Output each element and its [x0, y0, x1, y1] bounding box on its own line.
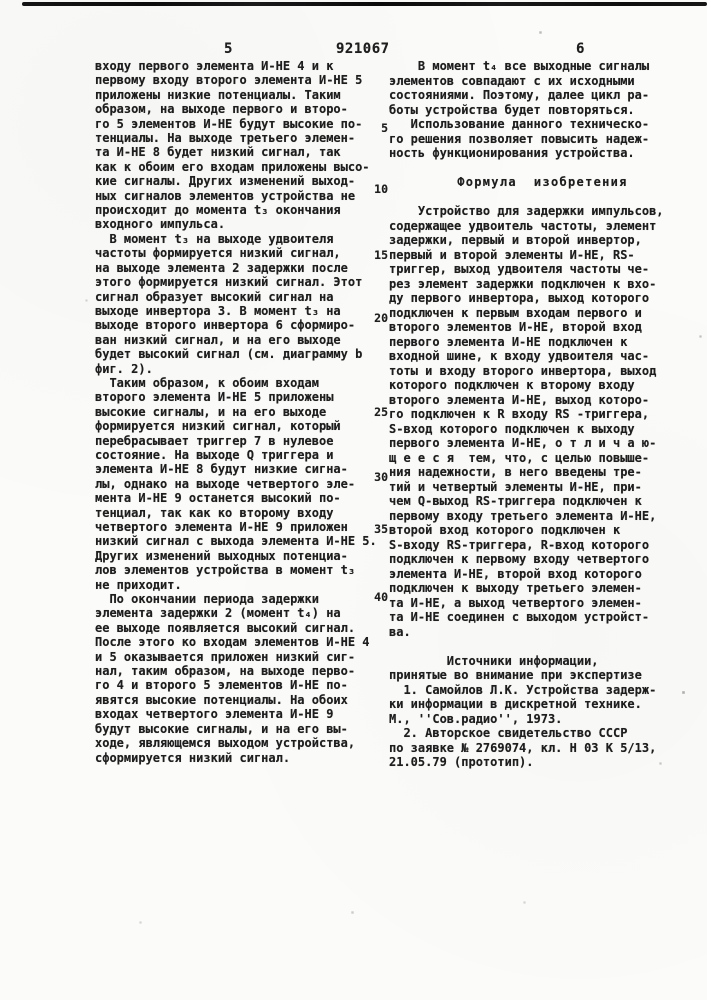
text-line: ду первого инвертора, выход которого	[389, 291, 650, 305]
text-line: низкий сигнал с выхода элемента И-НЕ 5.	[95, 534, 377, 549]
text-line: сформируется низкий сигнал.	[95, 750, 291, 765]
text-line: принятые во внимание при экспертизе	[389, 668, 642, 682]
text-line: 20	[374, 311, 388, 325]
text-line: состояниями. Поэтому, далее цикл ра-	[389, 88, 650, 102]
text-line: подключен к первому входу четвертого	[389, 552, 650, 566]
scan-noise-specks	[0, 0, 1, 1]
gutter-line-numbers	[366, 0, 388, 1000]
text-line: Использование данного техническо-	[389, 117, 650, 131]
text-line: 35	[374, 522, 388, 536]
text-line: как к обоим его входам приложены высо-	[95, 159, 370, 174]
text-line: та И-НЕ, а выход четвертого элемен-	[389, 595, 642, 610]
text-line: на выходе элемента 2 задержки после	[95, 260, 348, 275]
text-line: 5	[381, 121, 388, 135]
text-line: формируется низкий сигнал, который	[95, 419, 341, 434]
text-line: ных сигналов элементов устройства не	[95, 188, 356, 203]
text-line: выходе инвертора 3. В момент t₃ на	[95, 303, 341, 318]
text-line: мента И-НЕ 9 останется высокий по-	[95, 491, 341, 506]
text-line: частоты формируется низкий сигнал,	[95, 246, 341, 261]
text-line: 1. Самойлов Л.К. Устройства задерж-	[389, 682, 657, 697]
text-line: будут высокие сигналы, и на его вы-	[95, 721, 348, 736]
text-line: элемента И-НЕ, второй вход которого	[389, 566, 642, 581]
text-line: высокие сигналы, и на его выходе	[95, 404, 327, 419]
text-line: выходе второго инвертора 6 сформиро-	[95, 318, 356, 333]
text-line: щ е е с я тем, что, с целью повыше-	[389, 450, 650, 465]
text-line: 30	[374, 470, 388, 484]
text-line: лов элементов устройства в момент t₃	[95, 563, 356, 578]
text-line: явятся высокие потенциалы. На обоих	[95, 692, 348, 707]
text-line: рез элемент задержки подключен к вхо-	[389, 276, 657, 291]
text-line: та И-НЕ соединен с выходом устройст-	[389, 610, 650, 624]
text-line: Устройство для задержки импульсов,	[389, 204, 664, 218]
text-line: 25	[374, 405, 388, 419]
text-line: боты устройства будет повторяться.	[389, 102, 635, 117]
text-line: 2. Авторское свидетельство СССР	[389, 726, 628, 740]
text-line: содержащее удвоитель частоты, элемент	[389, 218, 657, 233]
text-line: элементов совпадают с их исходными	[389, 73, 635, 88]
text-line: го решения позволяет повысить надеж-	[389, 131, 650, 146]
text-line: этого формируется низкий сигнал. Этот	[95, 275, 363, 290]
text-line: второй вход которого подключен к	[389, 523, 621, 537]
text-line: 10	[374, 182, 388, 196]
text-line: После этого ко входам элементов И-НЕ 4	[95, 635, 370, 650]
text-line: триггер, выход удвоителя частоты че-	[389, 262, 650, 276]
text-line: го 5 элементов И-НЕ будут высокие по-	[95, 116, 363, 131]
text-line: которого подключен к второму входу	[389, 378, 635, 392]
left-text-column	[95, 59, 385, 765]
text-line: элемента И-НЕ 8 будут низкие сигна-	[95, 462, 348, 477]
text-line: образом, на выходе первого и второ-	[95, 102, 348, 117]
text-line: и 5 оказывается приложен низкий сиг-	[95, 649, 356, 664]
text-line: приложены низкие потенциалы. Таким	[95, 87, 341, 102]
text-line	[389, 161, 679, 176]
text-line: лы, однако на выходе четвертого эле-	[95, 476, 356, 491]
text-line: ее выходе появляется высокий сигнал.	[95, 620, 356, 635]
text-line: тенциал, так как ко второму входу	[95, 505, 334, 520]
text-line: го подключен к R входу RS -триггера,	[389, 407, 650, 421]
text-line: В момент t₃ на выходе удвоителя	[95, 231, 334, 246]
text-line: второго элемента И-НЕ, выход которо-	[389, 392, 650, 407]
text-line: фиг. 2).	[95, 361, 153, 376]
top-rule	[22, 2, 707, 6]
text-line: ки информации в дискретной технике.	[389, 697, 642, 711]
text-line: сигнал образует высокий сигнал на	[95, 289, 334, 304]
text-line: Формула изобретения	[389, 175, 628, 189]
text-line: го 4 и второго 5 элементов И-НЕ по-	[95, 678, 348, 693]
text-line: 40	[374, 590, 388, 604]
text-line: перебрасывает триггер 7 в нулевое	[95, 433, 334, 448]
text-line: первый и второй элементы И-НЕ, RS-	[389, 247, 635, 262]
text-line: 15	[374, 248, 388, 262]
text-line: первому входу третьего элемента И-НЕ,	[389, 508, 657, 523]
page-number-left: 5	[224, 41, 233, 57]
text-line: S-вход которого подключен к выходу	[389, 421, 635, 436]
text-line: задержки, первый и второй инвертор,	[389, 233, 642, 247]
text-line: входах четвертого элемента И-НЕ 9	[95, 707, 334, 722]
text-line: кие сигналы. Других изменений выход-	[95, 174, 356, 189]
text-line: первого элемента И-НЕ, о т л и ч а ю-	[389, 436, 657, 450]
text-line: М., ''Сов.радио'', 1973.	[389, 711, 563, 726]
text-line: Источники информации,	[389, 653, 599, 668]
text-line: первого элемента И-НЕ подключен к	[389, 334, 628, 349]
text-line: не приходит.	[95, 577, 182, 592]
text-line: происходит до момента t₃ окончания	[95, 203, 341, 218]
text-line: В момент t₄ все выходные сигналы	[389, 59, 650, 73]
text-line: та И-НЕ 8 будет низкий сигнал, так	[95, 145, 341, 160]
text-line: ва.	[389, 624, 411, 639]
text-line: подключен к первым входам первого и	[389, 305, 642, 320]
text-line: входной шине, к входу удвоителя час-	[389, 349, 650, 363]
text-line: входного импульса.	[95, 217, 226, 232]
right-text-column	[389, 59, 679, 770]
text-line: тоты и входу второго инвертора, выход	[389, 363, 657, 378]
text-line: подключен к выходу третьего элемен-	[389, 581, 642, 595]
text-line: 21.05.79 (прототип).	[389, 755, 534, 769]
text-line: тенциалы. На выходе третьего элемен-	[95, 131, 356, 146]
text-line: по заявке № 2769074, кл. Н 03 К 5/13,	[389, 740, 657, 755]
text-line: ходе, являющемся выходом устройства,	[95, 736, 356, 751]
text-line: ность функционирования устройства.	[389, 146, 635, 160]
text-line: Других изменений выходных потенциа-	[95, 548, 348, 563]
text-line: ния надежности, в него введены тре-	[389, 465, 642, 479]
page-number-right: 6	[576, 41, 585, 57]
text-line: состояние. На выходе Q триггера и	[95, 447, 334, 462]
text-line: чем Q-выход RS-триггера подключен к	[389, 494, 642, 508]
text-line: второго элементов И-НЕ, второй вход	[389, 320, 642, 334]
text-line	[389, 190, 679, 205]
text-line: четвертого элемента И-НЕ 9 приложен	[95, 520, 348, 534]
text-line: будет высокий сигнал (см. диаграмму b	[95, 347, 363, 362]
text-line: нал, таким образом, на выходе перво-	[95, 664, 356, 679]
text-line: входу первого элемента И-НЕ 4 и к	[95, 59, 334, 73]
text-line: первому входу второго элемента И-НЕ 5	[95, 73, 363, 88]
text-line: тий и четвертый элементы И-НЕ, при-	[389, 479, 642, 494]
text-line: S-входу RS-триггера, R-вход которого	[389, 537, 650, 552]
document-number: 921067	[336, 41, 390, 57]
text-line	[389, 639, 679, 654]
text-line: второго элемента И-НЕ 5 приложены	[95, 390, 334, 405]
text-line: ван низкий сигнал, и на его выходе	[95, 332, 341, 347]
text-line: Таким образом, к обоим входам	[95, 375, 319, 390]
text-line: По окончании периода задержки	[95, 592, 319, 607]
text-line: элемента задержки 2 (момент t₄) на	[95, 606, 341, 621]
